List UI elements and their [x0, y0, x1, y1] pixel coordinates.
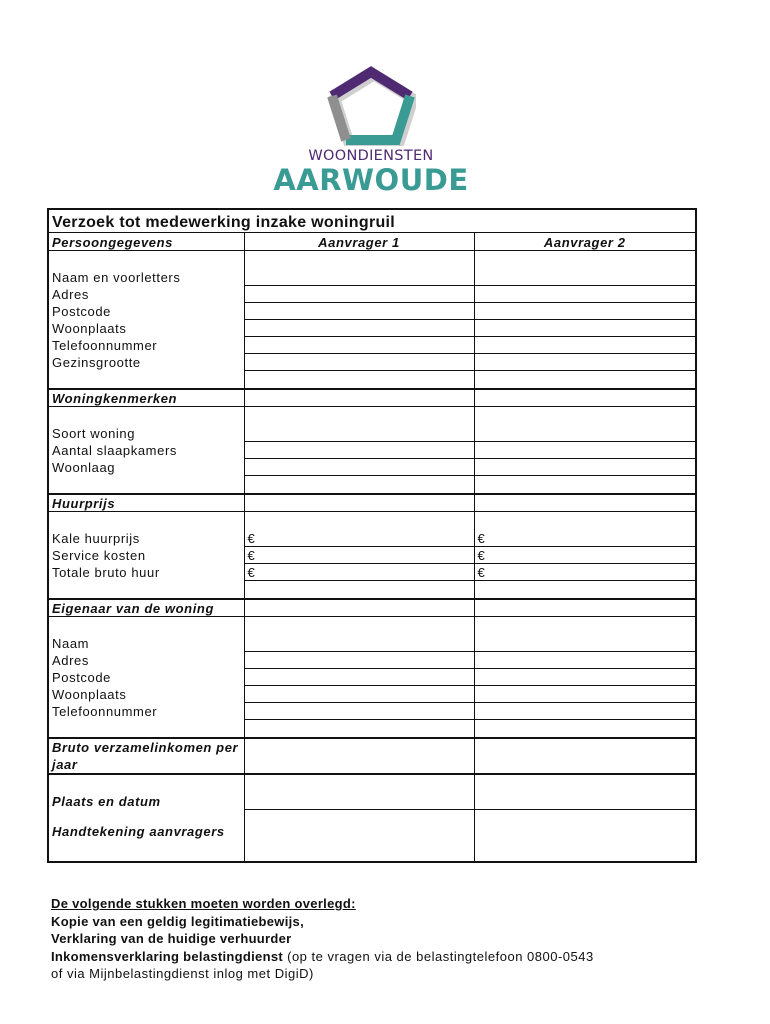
spacer-cell [48, 371, 244, 389]
logo-line2: AARWOUDE [273, 163, 469, 197]
field-a1-income[interactable] [244, 738, 474, 774]
label-city: Woonplaats [48, 320, 244, 337]
notes-item-income [51, 948, 731, 966]
spacer-cell [48, 476, 244, 494]
spacer-cell [244, 476, 474, 494]
field-a2-household-size[interactable] [474, 354, 696, 371]
spacer-cell [244, 371, 474, 389]
label-service-costs: Service kosten [48, 547, 244, 564]
label-place-date: Plaats en datum [48, 774, 244, 810]
spacer-cell [48, 720, 244, 738]
field-a2-income[interactable] [474, 738, 696, 774]
required-documents [51, 895, 731, 983]
field-a1-name-initials[interactable] [244, 251, 474, 286]
currency-symbol: € [477, 565, 486, 580]
field-a1-floor[interactable] [244, 459, 474, 476]
spacer-cell [244, 720, 474, 738]
field-a2-owner-city[interactable] [474, 686, 696, 703]
pentagon-logo-icon [326, 66, 416, 146]
spacer-cell [48, 581, 244, 599]
spacer-cell [244, 581, 474, 599]
section-owner: Eigenaar van de woning [48, 599, 244, 617]
field-a1-address[interactable] [244, 286, 474, 303]
field-a1-dwelling-type[interactable] [244, 407, 474, 442]
label-owner-address: Adres [48, 652, 244, 669]
field-a2-city[interactable] [474, 320, 696, 337]
field-a1-owner-name[interactable] [244, 617, 474, 652]
label-signature: Handtekening aanvragers [48, 810, 244, 862]
field-a2-owner-postcode[interactable] [474, 669, 696, 686]
notes-item-income-line2: of via Mijnbelastingdienst inlog met DigiD) [51, 966, 314, 981]
label-floor: Woonlaag [48, 459, 244, 476]
label-bedrooms: Aantal slaapkamers [48, 442, 244, 459]
section-dwelling: Woningkenmerken [48, 389, 244, 407]
field-a1-household-size[interactable] [244, 354, 474, 371]
field-a1-place-date[interactable] [244, 774, 474, 810]
currency-symbol: € [247, 531, 256, 546]
field-a2-postcode[interactable] [474, 303, 696, 320]
field-a2-dwelling-type[interactable] [474, 407, 696, 442]
label-phone: Telefoonnummer [48, 337, 244, 354]
spacer-cell [474, 581, 696, 599]
field-a2-phone[interactable] [474, 337, 696, 354]
label-dwelling-type: Soort woning [48, 407, 244, 442]
label-household-size: Gezinsgrootte [48, 354, 244, 371]
label-owner-city: Woonplaats [48, 686, 244, 703]
field-a1-owner-postcode[interactable] [244, 669, 474, 686]
field-a2-owner-name[interactable] [474, 617, 696, 652]
form-title: Verzoek tot medewerking inzake woningruil [48, 209, 696, 233]
section-filler [474, 494, 696, 512]
field-a2-signature[interactable] [474, 810, 696, 862]
currency-symbol: € [247, 548, 256, 563]
section-rent: Huurprijs [48, 494, 244, 512]
field-a2-total-rent[interactable] [474, 564, 696, 581]
field-a1-postcode[interactable] [244, 303, 474, 320]
field-a1-signature[interactable] [244, 810, 474, 862]
section-filler [244, 599, 474, 617]
exchange-request-form [47, 208, 697, 863]
section-filler [474, 389, 696, 407]
field-a1-total-rent[interactable] [244, 564, 474, 581]
label-total-rent: Totale bruto huur [48, 564, 244, 581]
field-a2-service-costs[interactable] [474, 547, 696, 564]
notes-heading: De volgende stukken moeten worden overlegd: [51, 896, 356, 911]
currency-symbol: € [477, 531, 486, 546]
field-a2-bedrooms[interactable] [474, 442, 696, 459]
field-a1-phone[interactable] [244, 337, 474, 354]
field-a1-base-rent[interactable] [244, 512, 474, 547]
section-personal: Persoongegevens [48, 233, 244, 251]
spacer-cell [474, 476, 696, 494]
field-a1-owner-phone[interactable] [244, 703, 474, 720]
section-income: Bruto verzamelinkomen per jaar [48, 738, 244, 774]
section-filler [244, 494, 474, 512]
label-owner-postcode: Postcode [48, 669, 244, 686]
field-a2-place-date[interactable] [474, 774, 696, 810]
label-owner-phone: Telefoonnummer [48, 703, 244, 720]
field-a2-owner-phone[interactable] [474, 703, 696, 720]
spacer-cell [474, 371, 696, 389]
notes-item-income-title: Inkomensverklaring belastingdienst [51, 948, 283, 964]
field-a1-owner-city[interactable] [244, 686, 474, 703]
field-a2-address[interactable] [474, 286, 696, 303]
spacer-cell [474, 720, 696, 738]
company-logo [268, 62, 474, 197]
field-a1-bedrooms[interactable] [244, 442, 474, 459]
label-owner-name: Naam [48, 617, 244, 652]
field-a2-name-initials[interactable] [474, 251, 696, 286]
section-filler [474, 599, 696, 617]
currency-symbol: € [247, 565, 256, 580]
logo-line1: WOONDIENSTEN [308, 148, 434, 164]
column-header-applicant1: Aanvrager 1 [244, 233, 474, 251]
label-address: Adres [48, 286, 244, 303]
field-a1-service-costs[interactable] [244, 547, 474, 564]
field-a1-city[interactable] [244, 320, 474, 337]
field-a2-owner-address[interactable] [474, 652, 696, 669]
field-a2-base-rent[interactable] [474, 512, 696, 547]
label-postcode: Postcode [48, 303, 244, 320]
notes-item-landlord: Verklaring van de huidige verhuurder [51, 931, 292, 946]
label-name-initials: Naam en voorletters [48, 251, 244, 286]
notes-item-id: Kopie van een geldig legitimatiebewijs, [51, 913, 304, 929]
column-header-applicant2: Aanvrager 2 [474, 233, 696, 251]
field-a1-owner-address[interactable] [244, 652, 474, 669]
section-filler [244, 389, 474, 407]
currency-symbol: € [477, 548, 486, 563]
label-base-rent: Kale huurprijs [48, 512, 244, 547]
field-a2-floor[interactable] [474, 459, 696, 476]
notes-item-income-detail: (op te vragen via de belastingtelefoon 0800-0543 [283, 948, 594, 964]
